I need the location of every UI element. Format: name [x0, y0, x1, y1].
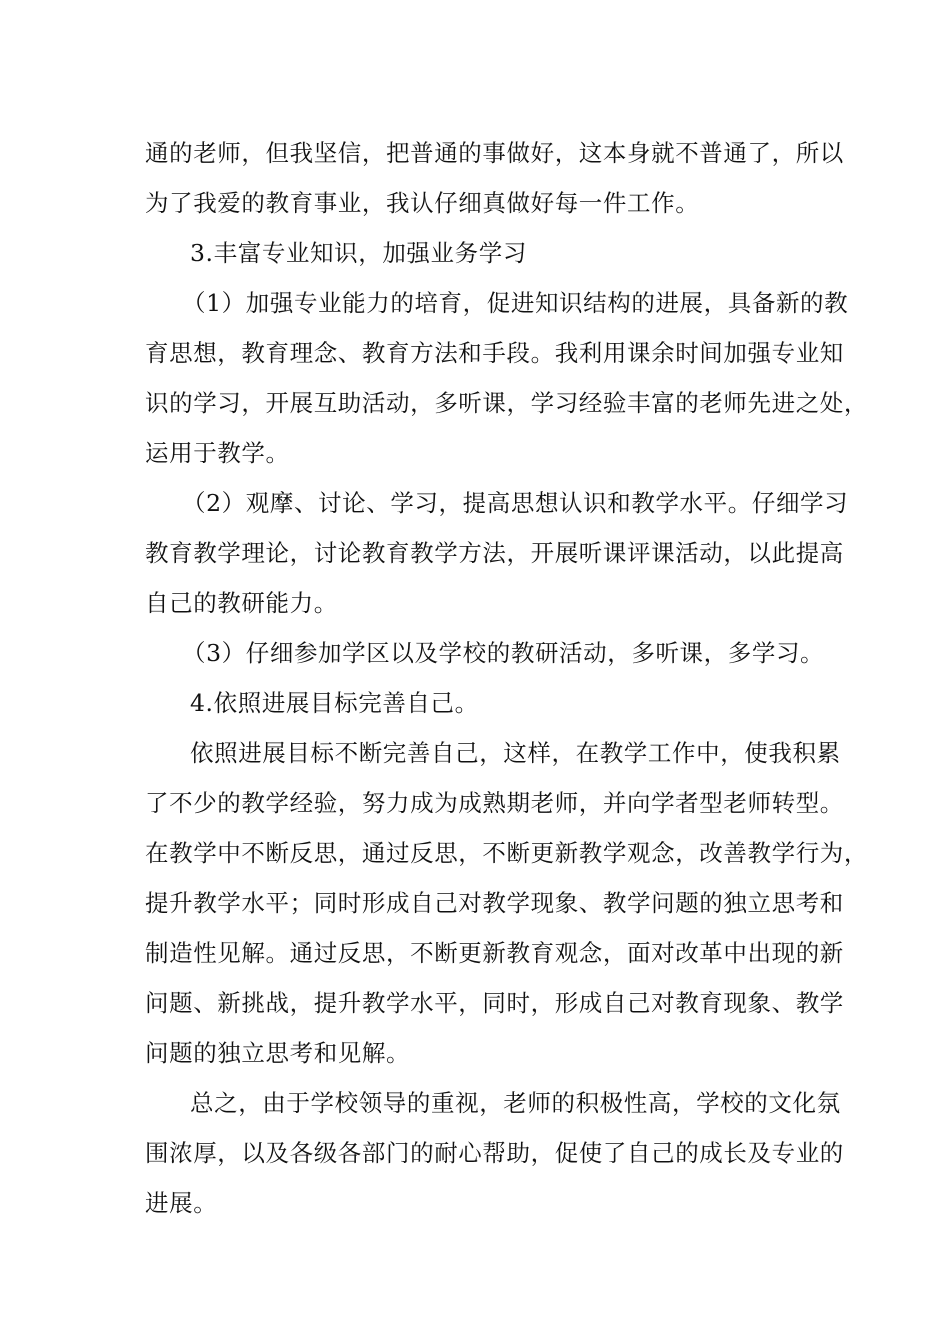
text-line: 育思想，教育理念、教育方法和手段。我利用课余时间加强专业知: [145, 339, 844, 367]
text-line: 问题的独立思考和见解。: [145, 1039, 411, 1067]
section-heading: 3.丰富专业知识，加强业务学习: [190, 239, 527, 267]
text-line: （1）加强专业能力的培育，促进知识结构的进展，具备新的教: [182, 289, 849, 317]
text-line: 依照进展目标不断完善自己，这样，在教学工作中，使我积累: [190, 739, 841, 767]
text-line: 了不少的教学经验，努力成为成熟期老师，并向学者型老师转型。: [145, 789, 844, 817]
text-line: 自己的教研能力。: [145, 589, 338, 617]
text-line: 通的老师，但我坚信，把普通的事做好，这本身就不普通了，所以: [145, 139, 844, 167]
text-line: （2）观摩、讨论、学习，提高思想认识和教学水平。仔细学习: [182, 489, 849, 517]
text-line: 围浓厚，以及各级各部门的耐心帮助，促使了自己的成长及专业的: [145, 1139, 844, 1167]
text-line: 识的学习，开展互助活动，多听课，学习经验丰富的老师先进之处，: [145, 389, 868, 417]
text-line: 为了我爱的教育事业，我认仔细真做好每一件工作。: [145, 189, 700, 217]
section-heading: 4.依照进展目标完善自己。: [190, 689, 479, 717]
text-line: 总之，由于学校领导的重视，老师的积极性高，学校的文化氛: [190, 1089, 841, 1117]
text-line: 教育教学理论，讨论教育教学方法，开展听课评课活动，以此提高: [145, 539, 844, 567]
text-line: 运用于教学。: [145, 439, 290, 467]
text-line: 问题、新挑战，提升教学水平，同时，形成自己对教育现象、教学: [145, 989, 844, 1017]
text-line: 提升教学水平；同时形成自己对教学现象、教学问题的独立思考和: [145, 889, 844, 917]
text-line: 制造性见解。通过反思，不断更新教育观念，面对改革中出现的新: [145, 939, 844, 967]
text-line: （3）仔细参加学区以及学校的教研活动，多听课，多学习。: [182, 639, 825, 667]
text-line: 在教学中不断反思，通过反思，不断更新教学观念，改善教学行为，: [145, 839, 868, 867]
text-line: 进展。: [145, 1189, 218, 1217]
